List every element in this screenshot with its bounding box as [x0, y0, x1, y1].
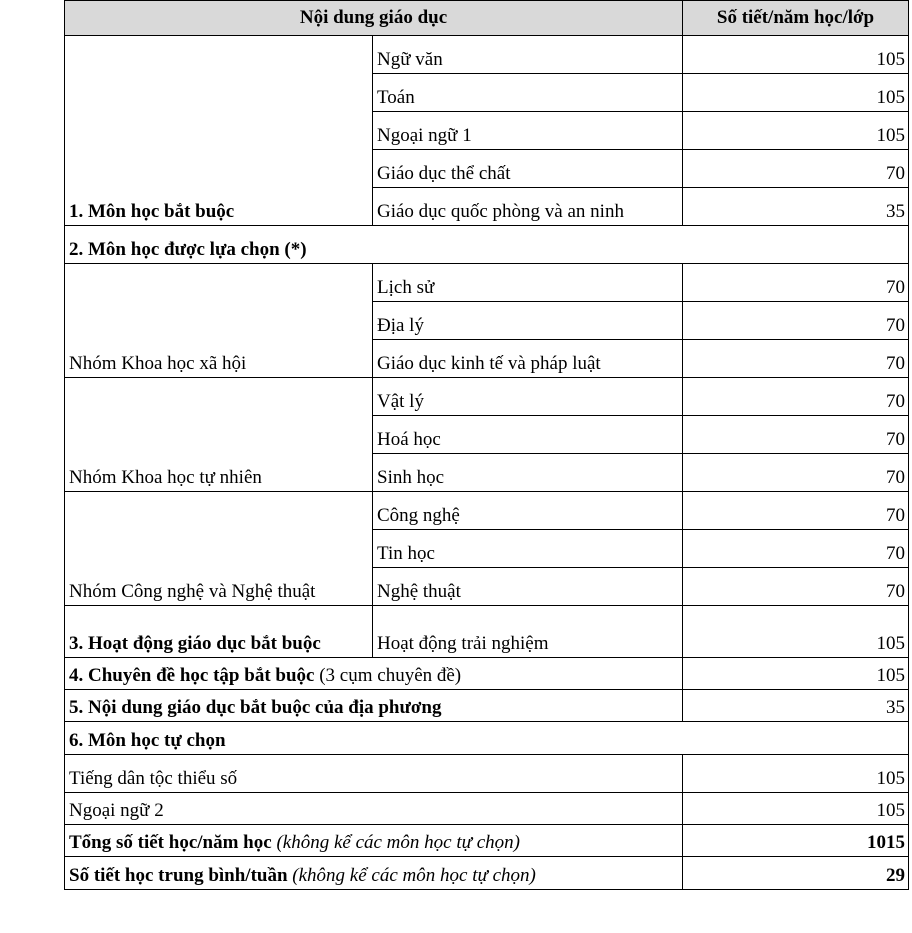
subject-cell[interactable]: Giáo dục quốc phòng và an ninh	[373, 188, 683, 226]
table-row	[65, 722, 909, 755]
section-topics-cell[interactable]	[65, 658, 683, 690]
total-note: (không kể các môn học tự chọn)	[271, 832, 520, 853]
periods-cell[interactable]: 70	[683, 568, 909, 606]
subject-cell[interactable]: Ngoại ngữ 1	[373, 112, 683, 150]
section-required-label[interactable]: 1. Môn học bắt buộc	[65, 36, 373, 226]
table-row	[65, 264, 909, 302]
table-row	[65, 690, 909, 722]
table-row	[65, 226, 909, 264]
header-row	[65, 1, 909, 36]
weekly-note: (không kể các môn học tự chọn)	[287, 865, 536, 886]
subject-cell[interactable]: Lịch sử	[373, 264, 683, 302]
weekly-cell[interactable]	[65, 857, 683, 890]
subject-cell[interactable]: Hoá học	[373, 416, 683, 454]
table-row	[65, 36, 909, 74]
table-row	[65, 755, 909, 793]
subject-cell[interactable]: Tin học	[373, 530, 683, 568]
subject-cell[interactable]: Ngoại ngữ 2	[65, 793, 683, 825]
periods-cell[interactable]: 70	[683, 264, 909, 302]
group-social-label[interactable]: Nhóm Khoa học xã hội	[65, 264, 373, 378]
table-row	[65, 793, 909, 825]
periods-cell[interactable]: 35	[683, 690, 909, 722]
periods-cell[interactable]: 70	[683, 378, 909, 416]
section-topics-note: (3 cụm chuyên đề)	[314, 665, 462, 686]
subject-cell[interactable]: Nghệ thuật	[373, 568, 683, 606]
periods-cell[interactable]: 70	[683, 492, 909, 530]
periods-cell[interactable]: 105	[683, 74, 909, 112]
periods-cell[interactable]: 70	[683, 454, 909, 492]
weekly-periods[interactable]: 29	[683, 857, 909, 890]
subject-cell[interactable]: Vật lý	[373, 378, 683, 416]
group-tech-arts-label[interactable]: Nhóm Công nghệ và Nghệ thuật	[65, 492, 373, 606]
table-row	[65, 606, 909, 658]
subject-cell[interactable]: Giáo dục kinh tế và pháp luật	[373, 340, 683, 378]
periods-cell[interactable]: 105	[683, 36, 909, 74]
subject-cell[interactable]: Sinh học	[373, 454, 683, 492]
curriculum-table	[64, 0, 909, 890]
periods-cell[interactable]: 70	[683, 150, 909, 188]
header-periods[interactable]: Số tiết/năm học/lớp	[683, 1, 909, 36]
header-content[interactable]: Nội dung giáo dục	[65, 1, 683, 36]
table-row	[65, 492, 909, 530]
periods-cell[interactable]: 105	[683, 658, 909, 690]
periods-cell[interactable]: 70	[683, 340, 909, 378]
periods-cell[interactable]: 70	[683, 302, 909, 340]
weekly-label: Số tiết học trung bình/tuần	[69, 865, 288, 886]
periods-cell[interactable]: 70	[683, 530, 909, 568]
subject-cell[interactable]: Ngữ văn	[373, 36, 683, 74]
curriculum-sheet	[64, 0, 908, 933]
total-label: Tổng số tiết học/năm học	[69, 832, 272, 853]
periods-cell[interactable]: 105	[683, 755, 909, 793]
table-row	[65, 857, 909, 890]
table-row	[65, 658, 909, 690]
periods-cell[interactable]: 105	[683, 112, 909, 150]
total-cell[interactable]	[65, 825, 683, 857]
periods-cell[interactable]: 105	[683, 606, 909, 658]
table-row	[65, 825, 909, 857]
subject-cell[interactable]: Công nghệ	[373, 492, 683, 530]
subject-cell[interactable]: Địa lý	[373, 302, 683, 340]
section-local-label[interactable]: 5. Nội dung giáo dục bắt buộc của địa phương	[65, 690, 683, 722]
subject-cell[interactable]: Giáo dục thể chất	[373, 150, 683, 188]
table-row	[65, 378, 909, 416]
subject-cell[interactable]: Toán	[373, 74, 683, 112]
periods-cell[interactable]: 105	[683, 793, 909, 825]
section-activity-label[interactable]: 3. Hoạt động giáo dục bắt buộc	[65, 606, 373, 658]
section-elective-label[interactable]: 2. Môn học được lựa chọn (*)	[65, 226, 909, 264]
group-natural-label[interactable]: Nhóm Khoa học tự nhiên	[65, 378, 373, 492]
section-optional-label[interactable]: 6. Môn học tự chọn	[65, 722, 909, 755]
periods-cell[interactable]: 70	[683, 416, 909, 454]
periods-cell[interactable]: 35	[683, 188, 909, 226]
subject-cell[interactable]: Tiếng dân tộc thiểu số	[65, 755, 683, 793]
total-periods[interactable]: 1015	[683, 825, 909, 857]
subject-cell[interactable]: Hoạt động trải nghiệm	[373, 606, 683, 658]
section-topics-label: 4. Chuyên đề học tập bắt buộc	[69, 665, 315, 686]
